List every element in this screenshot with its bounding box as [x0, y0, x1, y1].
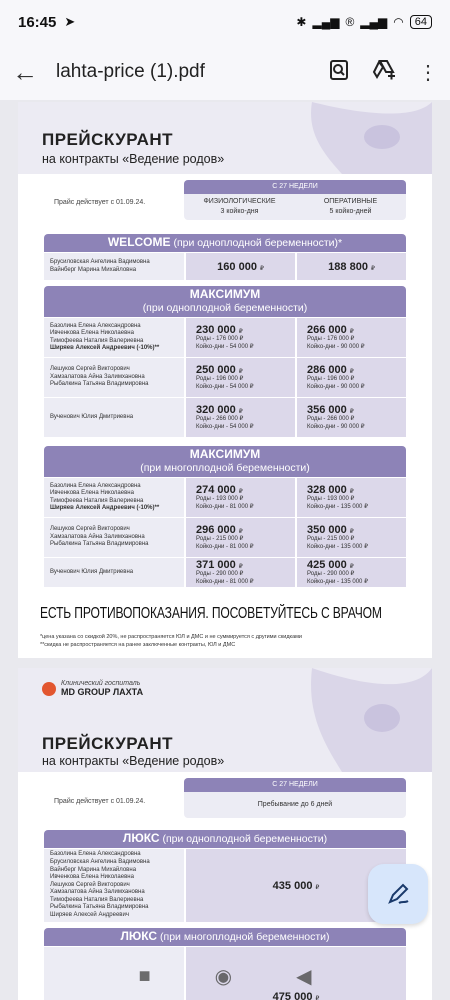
app-bar	[0, 44, 450, 100]
column-operative: ОПЕРАТИВНЫЕ 5 койко-дней	[323, 198, 378, 215]
page-subtitle: на контракты «Ведение родов»	[42, 152, 225, 166]
section-lux-single	[44, 830, 406, 922]
validity-text: Прайс действует с 01.09.24.	[54, 199, 146, 206]
section-maximum-multiple	[44, 446, 406, 587]
price-cell: 266 000 ₽ Роды - 176 000 ₽ Койко-дни - 90 000 ₽	[297, 318, 406, 357]
more-options-icon[interactable]: ⋮	[418, 61, 438, 84]
add-to-drive-icon[interactable]	[372, 59, 396, 86]
section-band: WELCOME (при одноплодной беременности)*	[44, 234, 406, 252]
price-cell: 274 000 ₽ Роды - 193 000 ₽ Койко-дни - 81 000 ₽	[186, 478, 295, 517]
page-header	[18, 102, 432, 174]
pdf-page-1	[18, 102, 432, 658]
price-cell: 250 000 ₽ Роды - 196 000 ₽ Койко-дни - 54 000 ₽	[186, 358, 295, 397]
doctor-names: Вученович Юлия Дмитриевна	[44, 558, 184, 587]
price-cell: 328 000 ₽ Роды - 193 000 ₽ Койко-дни - 135 000 ₽	[297, 478, 406, 517]
system-nav-bar	[0, 952, 450, 1000]
battery-indicator: 64	[410, 15, 432, 29]
page-subtitle: на контракты «Ведение родов»	[42, 754, 225, 768]
bluetooth-icon: ✱	[296, 15, 307, 29]
column-header-weeks: С 27 НЕДЕЛИ	[184, 778, 406, 792]
price-cell: 320 000 ₽ Роды - 266 000 ₽ Койко-дни - 54 000 ₽	[186, 398, 295, 437]
table-row	[44, 557, 406, 587]
signal-icon-2: ▂▄▆	[360, 15, 388, 29]
price-cell: 230 000 ₽ Роды - 176 000 ₽ Койко-дни - 54 000 ₽	[186, 318, 295, 357]
column-header	[184, 180, 406, 220]
section-band: МАКСИМУМ (при многоплодной беременности)	[44, 446, 406, 477]
price-cell: 188 800 ₽	[297, 253, 406, 280]
table-row	[44, 317, 406, 357]
price-cell: 356 000 ₽ Роды - 266 000 ₽ Койко-дни - 90 000 ₽	[297, 398, 406, 437]
section-band: МАКСИМУМ (при одноплодной беременности)	[44, 286, 406, 317]
recents-icon[interactable]: ■	[138, 964, 151, 987]
price-cell: 475 000 ₽	[186, 947, 406, 1000]
decorative-swoosh	[292, 102, 432, 174]
price-cell: 435 000 ₽	[186, 849, 406, 922]
telegram-icon: ➤	[64, 14, 76, 29]
doctor-names: Лешуков Сергей Викторович Хамзалатова Айна Залимхановна Рыбалкина Татьяна Владимировна	[44, 358, 184, 397]
clinic-logo	[42, 680, 143, 697]
table-row	[44, 848, 406, 922]
pdf-page-2	[18, 668, 432, 1000]
column-stay: Пребывание до 6 дней	[257, 801, 333, 808]
footnote-2: **скидка не распространяется на ранее заключенные контракты, ЮЛ и ДМС	[40, 642, 236, 648]
column-header	[184, 778, 406, 818]
column-physiological: ФИЗИОЛОГИЧЕСКИЕ 3 койко-дня	[203, 198, 276, 215]
doctor-names: Брусиловская Ангелина Вадимовна Вайнберг Марина Михайловна	[44, 253, 184, 280]
status-icons	[296, 15, 432, 29]
search-document-icon[interactable]	[328, 59, 350, 86]
section-welcome	[44, 234, 406, 280]
column-header-weeks: С 27 НЕДЕЛИ	[184, 180, 406, 194]
signal-icon: ▂▄▆	[312, 15, 340, 29]
registered-icon: ®	[345, 15, 355, 29]
footnote-1: *цена указана со скидкой 20%, не распространяется ЮЛ и ДМС и не суммируется с другими скидками	[40, 634, 302, 640]
doctor-names: Вученович Юлия Дмитриевна	[44, 398, 184, 437]
page-title: ПРЕЙСКУРАНТ	[42, 130, 174, 149]
table-row	[44, 397, 406, 437]
edit-annotate-button[interactable]	[368, 864, 428, 924]
table-row	[44, 517, 406, 557]
back-arrow-icon[interactable]: ←	[12, 56, 38, 87]
page-header	[18, 668, 432, 772]
status-time: 16:45	[18, 13, 57, 31]
document-title: lahta-price (1).pdf	[56, 61, 205, 82]
doctor-names: Лешуков Сергей Викторович Хамзалатова Айна Залимхановна Рыбалкина Татьяна Владимировна	[44, 518, 184, 557]
wifi-icon: ◠	[393, 15, 404, 29]
logo-line-2: MD GROUP ЛАХТА	[61, 687, 144, 697]
price-cell: 371 000 ₽ Роды - 290 000 ₽ Койко-дни - 81 000 ₽	[186, 558, 295, 587]
logo-line-1: Клинический госпиталь	[61, 680, 141, 687]
home-icon[interactable]: ◉	[214, 965, 233, 988]
warning-text: ЕСТЬ ПРОТИВОПОКАЗАНИЯ. ПОСОВЕТУЙТЕСЬ С ВРАЧОМ	[40, 605, 382, 622]
doctor-names: Базолина Елена Александровна Ивченкова Елена Николаевна Тимофеева Наталия Валериевна Ширяев Алексей Андреевич (-10%)**	[44, 478, 184, 517]
section-band: ЛЮКС (при одноплодной беременности)	[44, 830, 406, 848]
price-cell: 160 000 ₽	[186, 253, 295, 280]
status-bar	[0, 0, 450, 44]
price-cell: 350 000 ₽ Роды - 215 000 ₽ Койко-дни - 135 000 ₽	[297, 518, 406, 557]
doctor-names: Базолина Елена Александровна Брусиловская Ангелина Вадимовна Вайнберг Марина Михайловна Ивченкова Елена Николаевна Лешуков Сергей Викторович Хамзалатова Айна Залимхановна Тимофеева Наталия Валериевна Рыбалкина Татьяна Владимировна Ширяев Алексей Андреевич	[44, 849, 184, 922]
price-cell: 425 000 ₽ Роды - 290 000 ₽ Койко-дни - 135 000 ₽	[297, 558, 406, 587]
logo-mark-icon	[42, 682, 56, 696]
price-cell: 286 000 ₽ Роды - 196 000 ₽ Койко-дни - 90 000 ₽	[297, 358, 406, 397]
table-row	[44, 252, 406, 280]
pen-icon	[385, 881, 411, 907]
decorative-swoosh	[292, 668, 432, 772]
section-band: ЛЮКС (при многоплодной беременности)	[44, 928, 406, 946]
doctor-names: Базолина Елена Александровна Ивченкова Елена Николаевна Тимофеева Наталия Валериевна Ширяев Алексей Андреевич (-10%)**	[44, 318, 184, 357]
section-maximum-single	[44, 286, 406, 437]
table-row	[44, 477, 406, 517]
validity-text: Прайс действует с 01.09.24.	[54, 798, 146, 805]
price-cell: 296 000 ₽ Роды - 215 000 ₽ Койко-дни - 81 000 ₽	[186, 518, 295, 557]
page-title: ПРЕЙСКУРАНТ	[42, 734, 174, 753]
back-icon[interactable]: ◀	[296, 965, 312, 988]
table-row	[44, 357, 406, 397]
